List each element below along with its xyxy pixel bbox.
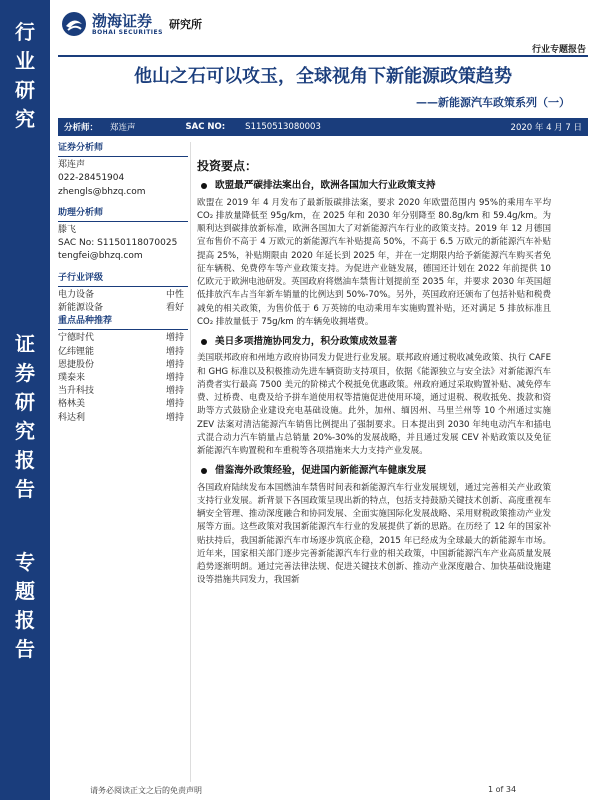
analyst-line: 郑连声 (58, 160, 86, 171)
header-divider (58, 55, 588, 57)
brand-logo (60, 10, 202, 38)
investment-highlights (197, 160, 551, 594)
side-label-industry-research: 行 业 研 究 (15, 20, 35, 131)
page-number: 1 of 34 (488, 785, 517, 794)
stock-row: 亿纬锂能 增持 (58, 346, 184, 357)
section-heading: 借鉴海外政策经验，促进国内新能源汽车健康发展 (197, 464, 551, 477)
stock-row: 当升科技 增持 (58, 386, 184, 397)
report-type: 行业专题报告 (531, 45, 586, 55)
section-paragraph: 欧盟在 2019 年 4 月发布了最新版碳排法案，要求 2020 年欧盟范围内 95%的乘用车平均 CO₂ 排放量降低至 95g/km，在 2025 年和 2030 年分别降至 80.8g/km 和 59.4g/km。为顺利达到碳排放新标准，欧洲各国加大了对新能源汽车行业的政策支持。2019 年 12 月德国宣布售价不高于 4 万欧元的新能源汽车补贴提高 50%，不高于 6.5 万欧元的新能源汽车补贴提高 25%，补贴期限由 2020 年延长到 2025 年，并在一定期限内给予新能源汽车购买者免征车辆税、免费停车等产业政策支持。为促进产业链发展，德国还计划在 2022 年前提供 10 亿欧元于欧洲电池研发。英国政府将燃油车禁售计划提前至 2035 年，并要求 2030 年英国超低排放汽车占当年新车销量的比例达到 50%-70%。另外，英国政府还颁布了包括补贴和税费减免的相关政策，为售价低于 6 万英镑的电动乘用车实施购置补贴，还对满足 5 排放标准且 CO₂ 排放量低于 75g/km 的车辆免收拥堵费。 (197, 197, 551, 327)
column-divider (190, 142, 191, 782)
bullet-icon (201, 468, 207, 474)
analyst-section-head: 证券分析师 (58, 142, 188, 157)
report-title: 他山之石可以攻玉，全球视角下新能源政策趋势 (134, 66, 512, 87)
analyst-name: 郑连声 (110, 123, 136, 133)
sac-number: S1150513080003 (245, 122, 321, 132)
disclaimer-note: 请务必阅读正文之后的免责声明 (90, 786, 202, 795)
section-paragraph: 各国政府陆续发布本国燃油车禁售时间表和新能源汽车行业发展规划，通过完善相关产业政策支持行业发展。新背景下各国政策呈现出新的特点，包括支持鼓励关键技术创新、高度重视车辆安全管理、推动深度融合和协同发展、全面实施国际化发展战略、采用财税政策推动产业发展等方面。这些政策对我国新能源汽车行业的发展提供了新的思路。在历经了 12 年的国家补贴扶持后，我国新能源汽车市场逐步筑底企稳，2015 年已经成为全球最大的新能源车市场。近年来，国家相关部门逐步完善新能源汽车行业的相关政策，中国新能源汽车产业高质量发展趋势逐渐明朗。通过完善法律法规、促进关键技术创新、推动产业深度融合、加快基础设施建设等措施共同发力，我国新 (197, 482, 551, 586)
side-label-special-report: 专 题 报 告 (15, 550, 35, 661)
report-subtitle: ——新能源汽车政策系列（一） (416, 96, 570, 109)
stock-row: 璞泰来 增持 (58, 373, 184, 384)
rating-row: 电力设备 中性 (58, 289, 184, 300)
rating-row: 新能源设备 看好 (58, 303, 184, 314)
section-heading: 欧盟最严碳排法案出台，欧洲各国加大行业政策支持 (197, 179, 551, 192)
stock-row: 科达利 增持 (58, 412, 184, 423)
section-heading: 美日多项措施协同发力，积分政策成效显著 (197, 335, 551, 348)
report-date: 2020 年 4 月 7 日 (510, 123, 582, 133)
brand-name-en: BOHAI SECURITIES (92, 28, 163, 36)
analyst-label: 分析师： (64, 123, 99, 133)
assistant-email-link[interactable]: tengfei@bhzq.com (58, 251, 143, 262)
stock-row: 宁德时代 增持 (58, 333, 184, 344)
institute-label: 研究所 (168, 18, 202, 31)
side-label-securities-report: 证 券 研 究 报 告 (15, 332, 35, 501)
bullet-icon (201, 183, 207, 189)
assistant-line: 滕飞 (58, 225, 77, 236)
stock-row: 恩捷股份 增持 (58, 359, 184, 370)
highlights-heading: 投资要点： (197, 159, 258, 173)
analyst-meta-bar (58, 118, 588, 136)
analyst-info-column (58, 142, 188, 425)
sac-label: SAC NO: (185, 122, 226, 132)
bullet-icon (201, 339, 207, 345)
side-banner (0, 0, 50, 800)
stock-row: 格林美 增持 (58, 399, 184, 410)
rating-section-head: 子行业评级 (58, 272, 188, 287)
analyst-email-link[interactable]: zhengls@bhzq.com (58, 186, 146, 197)
assistant-line: SAC No: S1150118070025 (58, 238, 178, 249)
section-paragraph: 美国联邦政府和州地方政府协同发力促进行业发展。联邦政府通过税收减免政策、执行 CAFE 和 GHG 标准以及积极推动先进车辆资助支持项目，依据《能源独立与安全法》对新能源汽车消费者实行最高 7500 美元的阶梯式个税抵免优惠政策。州政府通过采取购置补贴、减免停车费、过桥费、电费及给予拼车道使用权等措施促进使用环境，通过退税、税收抵免、拨款和资助等方式鼓励企业建设充电基础设施。此外，加州、缅因州、马里兰州等 10 个州通过实施 ZEV 法案对清洁能源汽车销售比例提出了强制要求。日本提出到 2030 年纯电动汽车和插电式混合动力汽车销量占总销量 20%-30%的发展战略，并且通过发展 CEV 补贴政策以及免征新能源汽车购置税和车重税等各项措施来大力支持产业发展。 (197, 353, 551, 456)
bohai-logo-icon (60, 10, 88, 38)
analyst-line: 022-28451904 (58, 173, 125, 184)
assistant-section-head: 助理分析师 (58, 207, 188, 222)
stocks-section-head: 重点品种推荐 (58, 315, 188, 330)
brand-name-cn: 渤海证券 (92, 11, 153, 30)
